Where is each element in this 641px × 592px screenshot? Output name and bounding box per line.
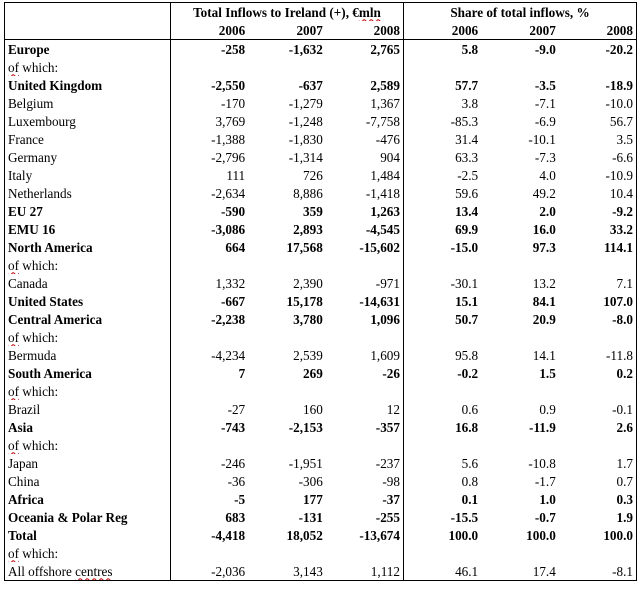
row-label: Central America [5,310,171,328]
value-cell [403,58,481,76]
row-label: United States [5,292,171,310]
value-cell: -11.8 [559,346,637,364]
table-row [5,94,637,112]
value-cell: -2,550 [171,76,249,94]
value-cell: 107.0 [559,292,637,310]
value-cell: 16.0 [532,221,556,237]
value-cell: 726 [303,167,323,183]
year-header: 2007 [481,21,559,40]
row-label: Europe [5,40,171,59]
value-cell [248,328,326,346]
value-cell: 46.1 [403,562,481,581]
value-cell: -1,951 [288,455,323,471]
row-label-text: of which: [8,329,59,345]
value-cell: -4,418 [171,526,249,544]
value-cell [248,58,326,76]
value-cell: -4,545 [365,221,400,237]
value-cell: 3.5 [559,130,637,148]
value-cell: 100.0 [403,526,481,544]
value-cell: 100.0 [526,527,556,543]
value-cell: 2.0 [539,203,556,219]
value-cell: 4.0 [539,167,556,183]
value-cell: -131 [298,509,323,525]
value-cell: -10.1 [528,131,556,147]
value-cell [171,256,249,274]
value-cell: -170 [171,94,249,112]
table-row [5,202,637,220]
value-cell: -7,758 [365,113,400,129]
value-cell: -2.5 [403,166,481,184]
value-cell: 1,484 [370,167,400,183]
value-cell: 50.7 [403,310,481,328]
table-row [5,490,637,508]
value-cell [559,256,637,274]
value-cell: 95.8 [403,346,481,364]
value-cell: 15.1 [403,292,481,310]
value-cell: 904 [380,149,400,165]
value-cell: 84.1 [532,293,556,309]
year-header: 2006 [171,21,249,40]
value-cell [481,328,559,346]
value-cell: 1.9 [559,508,637,526]
value-cell: -26 [382,365,400,381]
value-cell: 57.7 [403,76,481,94]
value-cell [559,328,637,346]
year-header: 2008 [559,21,637,40]
row-label: Italy [5,166,171,184]
sub-label [5,436,171,454]
value-cell: -1,279 [288,95,323,111]
value-cell [326,328,404,346]
value-cell: 0.2 [559,364,637,382]
value-cell: -3,086 [171,220,249,238]
value-cell: 10.4 [559,184,637,202]
value-cell: 3.8 [403,94,481,112]
value-cell: -3.5 [534,77,556,93]
value-cell: -7.3 [534,149,556,165]
value-cell: -27 [171,400,249,418]
value-cell: 59.6 [403,184,481,202]
value-cell: -306 [298,473,323,489]
value-cell: -85.3 [403,112,481,130]
value-cell: -357 [375,419,400,435]
row-label: Total [5,526,171,544]
value-cell: 14.1 [532,347,556,363]
value-cell: 1,609 [370,347,400,363]
table-body [5,40,637,581]
row-label: United Kingdom [5,76,171,94]
row-label-text: of which: [8,257,59,273]
value-cell [171,544,249,562]
value-cell: 7 [171,364,249,382]
value-cell: 3,143 [248,562,326,581]
value-cell: -37 [382,491,400,507]
value-cell: 683 [171,508,249,526]
value-cell: -637 [298,77,323,93]
value-cell: 2,589 [370,77,400,93]
table-row [5,418,637,436]
inflows-table [4,2,637,581]
value-cell: -2,153 [288,419,323,435]
table-row [5,472,637,490]
value-cell [481,544,559,562]
value-cell: 1,367 [370,95,400,111]
value-cell: 0.6 [403,400,481,418]
value-cell: -9.0 [534,41,556,57]
value-cell: -18.9 [559,76,637,94]
value-cell: 13.4 [403,202,481,220]
value-cell [326,436,404,454]
value-cell: 13.2 [532,275,556,291]
table-row [5,544,637,562]
value-cell: -20.2 [559,40,637,59]
table-row [5,310,637,328]
value-cell: -15,602 [359,239,400,255]
value-cell: -13,674 [359,527,400,543]
value-cell: -11.9 [529,419,556,435]
table-row [5,184,637,202]
row-label: France [5,130,171,148]
value-cell: -2,796 [171,148,249,166]
row-label-text: of which: [8,437,59,453]
value-cell: 114.1 [559,238,637,256]
value-cell: 2,390 [293,275,323,291]
value-cell: -4,234 [171,346,249,364]
value-cell: -2,036 [171,562,249,581]
value-cell [171,382,249,400]
value-cell: -10.9 [559,166,637,184]
row-label-text: of which: [8,383,59,399]
value-cell: 1,332 [171,274,249,292]
value-cell: 7.1 [559,274,637,292]
value-cell [248,544,326,562]
value-cell: -237 [375,455,400,471]
value-cell: -667 [171,292,249,310]
sub-label [5,58,171,76]
value-cell: 17.4 [481,562,559,581]
value-cell: 111 [171,166,249,184]
sub-label [5,544,171,562]
value-cell: -1,314 [288,149,323,165]
row-label: EMU 16 [5,220,171,238]
value-cell: -6.6 [559,148,637,166]
value-cell: 2,893 [293,221,323,237]
table-row [5,400,637,418]
row-label-text: All offshore centres [8,563,113,579]
year-header: 2006 [403,21,481,40]
row-label: Japan [5,454,171,472]
value-cell: -1,830 [288,131,323,147]
value-cell [481,436,559,454]
value-cell: -1,632 [288,41,323,57]
value-cell: -15.0 [403,238,481,256]
table-row [5,346,637,364]
value-cell: 33.2 [559,220,637,238]
sub-label [5,328,171,346]
row-label: Brazil [5,400,171,418]
value-cell: 31.4 [403,130,481,148]
table-row [5,256,637,274]
header-inflows: Total Inflows to Ireland (+), €mln [171,3,404,22]
value-cell [248,382,326,400]
table-row [5,292,637,310]
row-label: Canada [5,274,171,292]
value-cell: 5.8 [403,40,481,59]
value-cell: 1.5 [539,365,556,381]
row-label: Luxembourg [5,112,171,130]
value-cell [403,382,481,400]
table-row [5,328,637,346]
row-label: Asia [5,418,171,436]
value-cell: 56.7 [559,112,637,130]
value-cell: -0.1 [559,400,637,418]
value-cell: -14,631 [359,293,400,309]
value-cell: -971 [375,275,400,291]
table-row [5,220,637,238]
table-row [5,436,637,454]
row-label-text: of which: [8,59,59,75]
table-row [5,508,637,526]
row-label: Germany [5,148,171,166]
value-cell: 177 [303,491,323,507]
value-cell: -15.5 [403,508,481,526]
value-cell: -1,248 [288,113,323,129]
value-cell: 5.6 [403,454,481,472]
value-cell: 3,780 [293,311,323,327]
value-cell: 2,765 [370,41,400,57]
value-cell: 269 [303,365,323,381]
value-cell: -6.9 [534,113,556,129]
row-label: North America [5,238,171,256]
value-cell: 100.0 [559,526,637,544]
value-cell: 0.9 [539,401,556,417]
value-cell: -98 [382,473,400,489]
value-cell: 0.7 [559,472,637,490]
value-cell: 1.0 [539,491,556,507]
value-cell: 2.6 [559,418,637,436]
value-cell: 49.2 [532,185,556,201]
value-cell [403,328,481,346]
value-cell [559,58,637,76]
value-cell: -1.7 [534,473,556,489]
table-row [5,58,637,76]
value-cell: 1,096 [370,311,400,327]
value-cell [171,58,249,76]
value-cell [171,328,249,346]
value-cell [559,382,637,400]
value-cell: -9.2 [559,202,637,220]
value-cell: -2,238 [171,310,249,328]
header-corner-year [5,21,171,40]
table-row [5,526,637,544]
value-cell: 1,263 [370,203,400,219]
table-row [5,76,637,94]
row-label: Bermuda [5,346,171,364]
table-row [5,112,637,130]
row-label: Belgium [5,94,171,112]
row-label: Africa [5,490,171,508]
value-cell [403,436,481,454]
value-cell: 664 [171,238,249,256]
sub-label [5,256,171,274]
table-row [5,238,637,256]
value-cell: -1,388 [171,130,249,148]
row-label: EU 27 [5,202,171,220]
row-label: Oceania & Polar Reg [5,508,171,526]
table-row [5,382,637,400]
value-cell: -10.0 [559,94,637,112]
value-cell [481,382,559,400]
value-cell [559,544,637,562]
value-cell: -258 [171,40,249,59]
value-cell: 20.9 [532,311,556,327]
value-cell: -8.0 [559,310,637,328]
header-group-row [5,3,637,22]
value-cell [326,382,404,400]
value-cell: 0.8 [403,472,481,490]
value-cell: 18,052 [286,527,323,543]
table-row [5,562,637,581]
value-cell: 15,178 [286,293,323,309]
sub-label [5,382,171,400]
value-cell: -2,634 [171,184,249,202]
value-cell: 0.3 [559,490,637,508]
value-cell: 17,568 [286,239,323,255]
value-cell: -8.1 [559,562,637,581]
header-year-row [5,21,637,40]
value-cell [481,256,559,274]
value-cell: -5 [171,490,249,508]
value-cell [326,544,404,562]
value-cell: -743 [171,418,249,436]
table-row [5,364,637,382]
year-header: 2008 [326,21,404,40]
value-cell [248,256,326,274]
value-cell: -0.7 [534,509,556,525]
header-share: Share of total inflows, % [403,3,636,22]
table-row [5,274,637,292]
value-cell: -246 [171,454,249,472]
value-cell: -0.2 [403,364,481,382]
row-label: Netherlands [5,184,171,202]
value-cell [171,436,249,454]
value-cell: -255 [375,509,400,525]
table-row [5,40,637,59]
value-cell: -7.1 [534,95,556,111]
value-cell [481,58,559,76]
value-cell [326,256,404,274]
value-cell: 2,539 [293,347,323,363]
table-row [5,454,637,472]
value-cell: 97.3 [532,239,556,255]
row-label: South America [5,364,171,382]
value-cell: 12 [386,401,400,417]
table-row [5,148,637,166]
value-cell [403,544,481,562]
value-cell: -30.1 [403,274,481,292]
value-cell: 160 [303,401,323,417]
value-cell [248,436,326,454]
value-cell: 69.9 [403,220,481,238]
row-label-text: of which: [8,545,59,561]
value-cell: -476 [375,131,400,147]
value-cell [559,436,637,454]
value-cell: 8,886 [293,185,323,201]
row-label: China [5,472,171,490]
value-cell: 1.7 [559,454,637,472]
value-cell: -10.8 [528,455,556,471]
value-cell: 359 [303,203,323,219]
value-cell: 16.8 [403,418,481,436]
value-cell: 63.3 [403,148,481,166]
value-cell [403,256,481,274]
value-cell: 3,769 [171,112,249,130]
value-cell: -36 [171,472,249,490]
value-cell: 1,112 [326,562,404,581]
value-cell: -1,418 [365,185,400,201]
value-cell: -590 [171,202,249,220]
table-row [5,166,637,184]
year-header: 2007 [248,21,326,40]
value-cell [326,58,404,76]
value-cell: 0.1 [403,490,481,508]
header-corner [5,3,171,22]
row-label [5,562,171,581]
table-row [5,130,637,148]
